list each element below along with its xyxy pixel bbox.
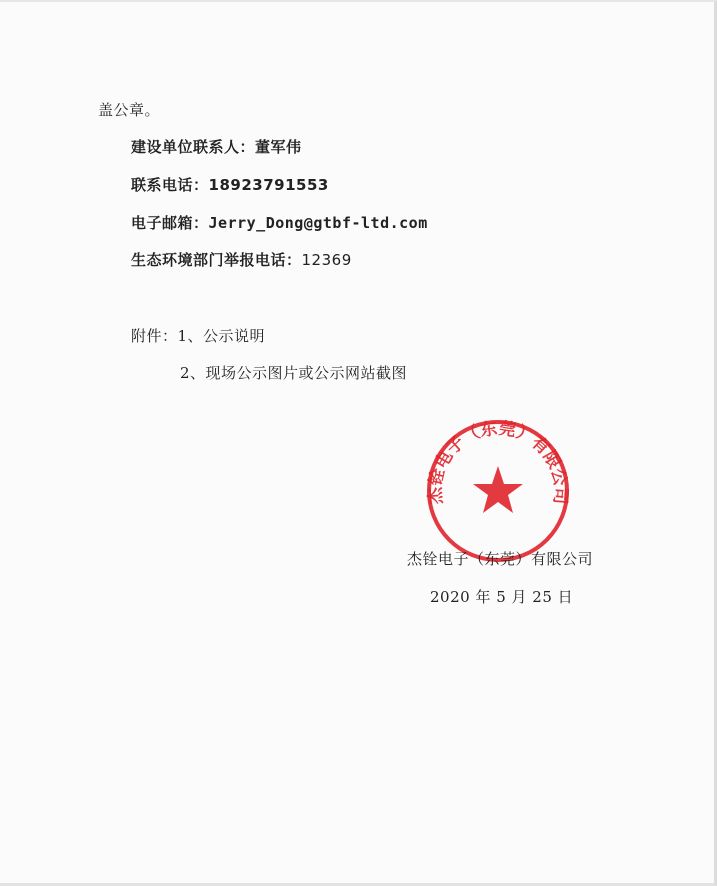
phone-label: 联系电话： (131, 176, 209, 194)
hotline-label: 生态环境部门举报电话： (131, 251, 302, 269)
attachment-item: 1、公示说明 (177, 327, 266, 345)
attachments-label: 附件： (131, 327, 178, 345)
email-label: 电子邮箱： (131, 214, 209, 232)
hotline-line (131, 249, 352, 270)
contact-person-value: 董军伟 (255, 138, 302, 156)
attachment-line-1 (131, 325, 265, 346)
phone-value: 18923791553 (208, 176, 329, 194)
contact-person-label: 建设单位联系人： (131, 138, 256, 156)
contact-person-line (131, 136, 302, 157)
email-value: Jerry_Dong@gtbf-ltd.com (208, 214, 428, 232)
attachment-line-2 (180, 362, 407, 383)
signature-date: 2020 年 5 月 25 日 (430, 588, 574, 606)
hotline-value: 12369 (301, 251, 352, 269)
company-seal (423, 416, 573, 566)
header-tail-text: 盖公章。 (98, 101, 161, 119)
attachment-item: 2、现场公示图片或公示网站截图 (180, 364, 408, 382)
star-icon (473, 466, 523, 513)
signature-company: 杰铨电子（东莞）有限公司 (407, 550, 594, 568)
email-line (131, 212, 428, 233)
seal-text: 杰铨电子（东莞）有限公司 (425, 418, 571, 505)
phone-line (131, 174, 329, 195)
